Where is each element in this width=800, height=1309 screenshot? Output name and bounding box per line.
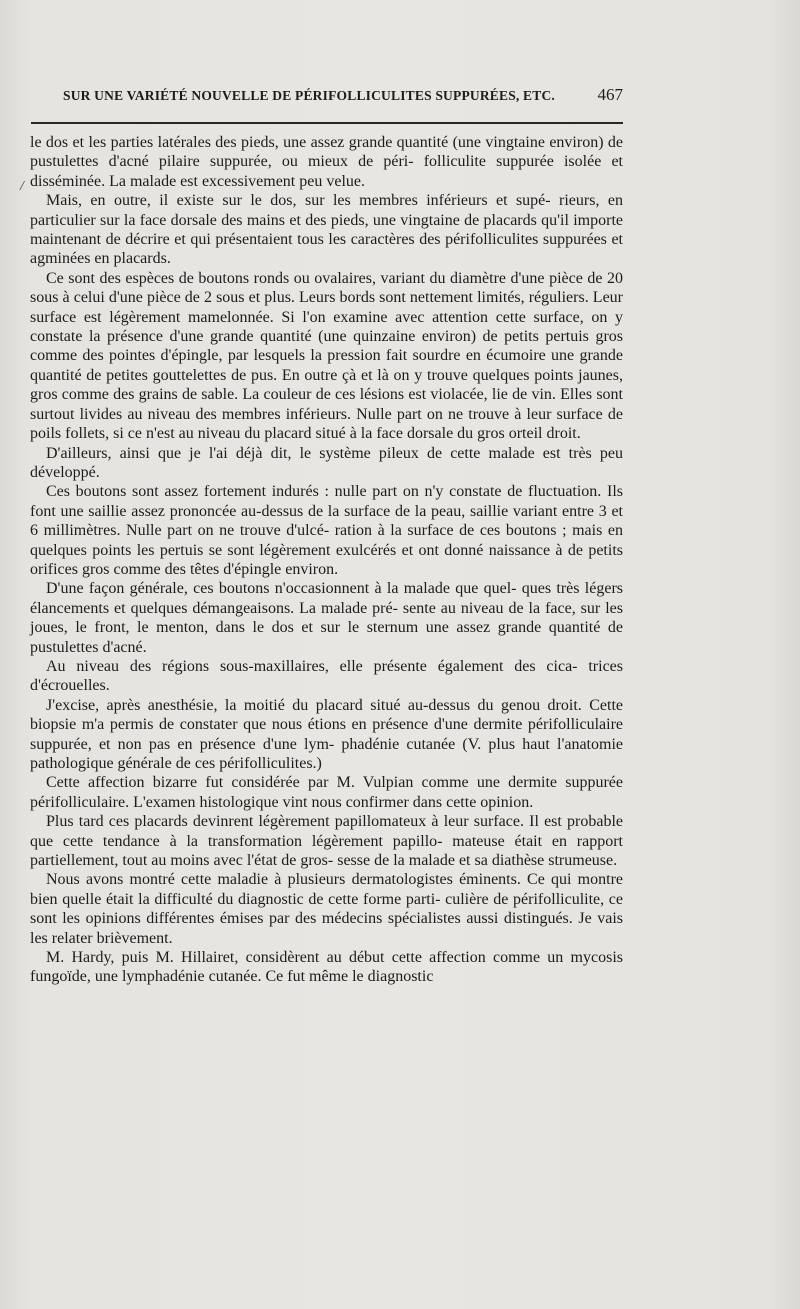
paragraph-8: J'excise, après anesthésie, la moitié du placard situé au-dessus du genou droit. Cette biopsie m'a permis de constater que nous étions en présence d'une dermite périfolliculaire suppurée, et non pas en présence d'une lym- phadénie cutanée (V. plus haut l'anatomie pathologique générale de ces périfolliculites.) bbox=[30, 696, 623, 772]
running-head bbox=[63, 85, 623, 110]
paragraph-12: M. Hardy, puis M. Hillairet, considèrent au début cette affection comme un mycosis fungoïde, une lymphadénie cutanée. Ce fut même le diagnostic bbox=[30, 949, 623, 986]
paragraph-10: Plus tard ces placards devinrent légèrement papillomateux à leur surface. Il est probable que cette tendance à la transformation légèrement papillo- mateuse était en rapport partiellement, tout au moins avec l'état de gros- sesse de la malade et sa diathèse strumeuse. bbox=[30, 813, 623, 870]
paragraph-3: Ce sont des espèces de boutons ronds ou ovalaires, variant du diamètre d'une pièce de 20 sous à celui d'une pièce de 2 sous et plus. Leurs bords sont nettement limités, réguliers. Leur surface est légèrement mamelonnée. Si l'on examine avec attention cette surface, on y constate la présence d'une grande quantité (une quinzaine environ) de petits pertuis gros comme des pointes d'épingle, par lesquels la pression fait sourdre en écumoire une grande quantité de petites gouttelettes de pus. En outre çà et là on y trouve quelques points jaunes, gros comme des grains de sable. La couleur de ces lésions est violacée, lie de vin. Elles sont surtout livides au niveau des membres inférieurs. Nulle part on ne trouve à leur surface de poils follets, si ce n'est au niveau du placard situé à la face dorsale du gros orteil droit. bbox=[30, 269, 623, 443]
paragraph-1: le dos et les parties latérales des pieds, une assez grande quantité (une vingtaine environ) de pustulettes d'acné pilaire suppurée, ou mieux de péri- folliculite suppurée isolée et disséminée. La malade est excessivement peu velue. bbox=[30, 134, 623, 190]
paragraph-6: D'une façon générale, ces boutons n'occasionnent à la malade que quel- ques très légers élancements et quelques démangeaisons. La malade pré- sente au niveau de la face, sur les joues, le front, le menton, dans le dos et sur le sternum une assez grande quantité de pustulettes d'acné. bbox=[30, 580, 623, 656]
paragraph-9: Cette affection bizarre fut considérée par M. Vulpian comme une dermite suppurée périfolliculaire. L'examen histologique vint nous confirmer dans cette opinion. bbox=[30, 774, 623, 811]
paragraph-7: Au niveau des régions sous-maxillaires, elle présente également des cica- trices d'écrouelles. bbox=[30, 657, 623, 695]
body-text bbox=[30, 133, 623, 987]
running-title: SUR UNE VARIÉTÉ NOUVELLE DE PÉRIFOLLICULITES SUPPURÉES, ETC. bbox=[63, 88, 555, 103]
header-rule bbox=[31, 122, 623, 124]
paragraph-11: Nous avons montré cette maladie à plusieurs dermatologistes éminents. Ce qui montre bien quelle était la difficulté du diagnostic de cette forme parti- culière de périfolliculite, ce sont les opinions différentes émises par des médecins spécialistes aussi distingués. Je vais les relater brièvement. bbox=[30, 871, 623, 947]
paragraph-5: Ces boutons sont assez fortement indurés : nulle part on n'y constate de fluctuation. Ils font une saillie assez prononcée au-dessus de la surface de la peau, saillie variant entre 3 et 6 millimètres. Nulle part on ne trouve d'ulcé- ration à la surface de ces boutons ; mais en quelques points les pertuis se sont légèrement exulcérés et ont donné naissance à de petits orifices gros comme des têtes d'épingle environ. bbox=[30, 483, 623, 578]
margin-mark: / bbox=[20, 179, 24, 194]
page-number: 467 bbox=[597, 85, 623, 104]
paragraph-4: D'ailleurs, ainsi que je l'ai déjà dit, le système pileux de cette malade est très peu développé. bbox=[30, 444, 623, 481]
paragraph-2: Mais, en outre, il existe sur le dos, sur les membres inférieurs et supé- rieurs, en particulier sur la face dorsale des mains et des pieds, une vingtaine de placards qu'il importe maintenant de décrire et qui présentaient tous les caractères des périfolliculites suppurées et agminées en placards. bbox=[30, 192, 623, 268]
